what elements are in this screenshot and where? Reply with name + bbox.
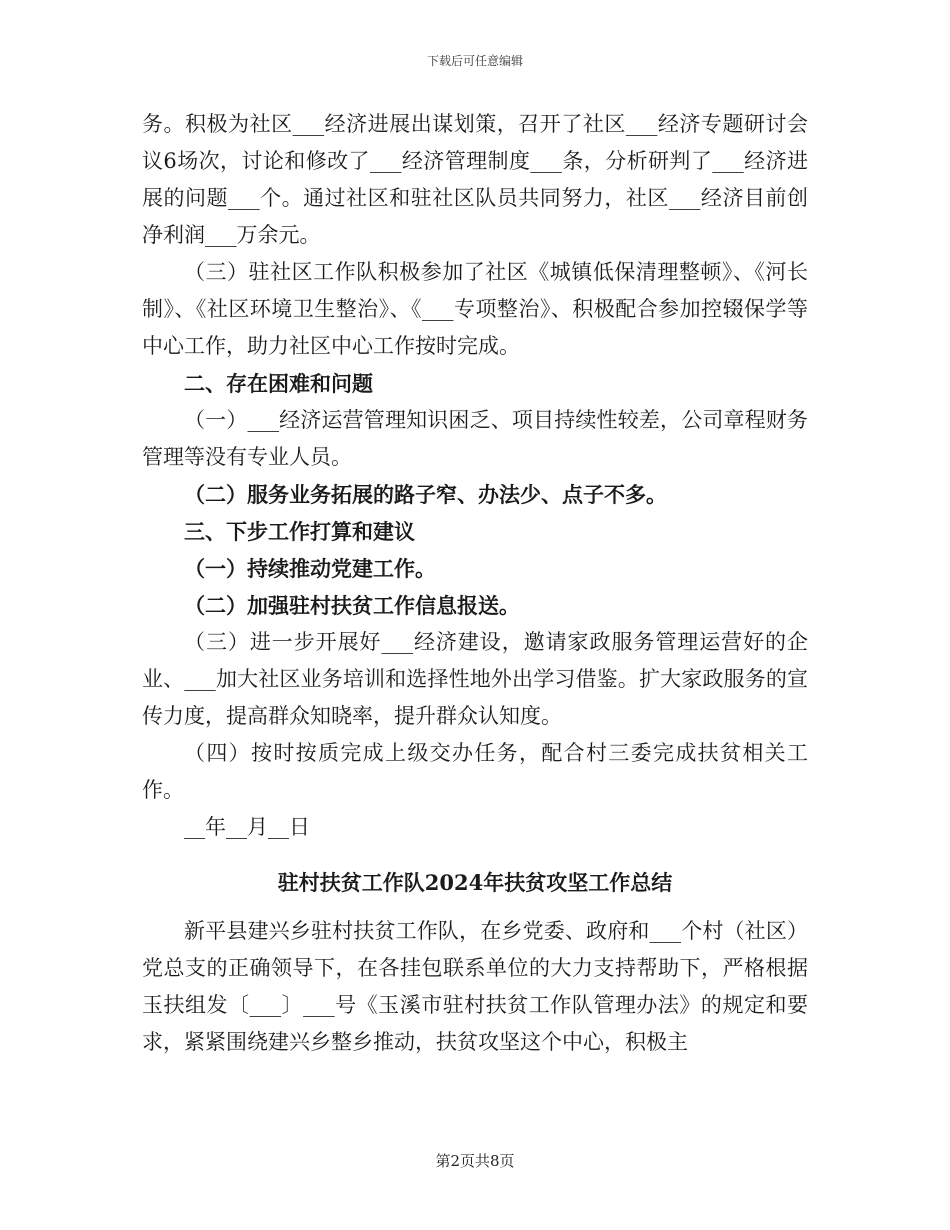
paragraph-2: （三）驻社区工作队积极参加了社区《城镇低保清理整顿》、《河长制》、《社区环境卫生整治》、《___专项整治》、积极配合参加控辍保学等中心工作，助力社区中心工作按时完成。	[142, 260, 808, 358]
article-title: 驻村扶贫工作队2024年扶贫攻坚工作总结	[277, 870, 673, 895]
paragraph-5: （一）持续推动党建工作。	[184, 556, 436, 581]
paragraph-3: （一）___经济运营管理知识困乏、项目持续性较差，公司章程财务管理等没有专业人员。	[142, 408, 808, 469]
header-note: 下载后可任意编辑	[426, 54, 523, 68]
paragraph-8: （四）按时按质完成上级交办任务，配合村三委完成扶贫相关工作。	[142, 741, 808, 802]
date-line: __年__月__日	[184, 815, 310, 839]
paragraph-9: 新平县建兴乡驻村扶贫工作队，在乡党委、政府和___个村（社区）党总支的正确领导下，在各挂包联系单位的大力支持帮助下，严格根据玉扶组发〔___〕___号《玉溪市驻村扶贫工作队管理办法》的规定和要求，紧紧围绕建兴乡整乡推动，扶贫攻坚这个中心，积极主	[142, 919, 808, 1054]
document-body	[142, 106, 808, 1061]
paragraph-4: （二）服务业务拓展的路子窄、办法少、点子不多。	[184, 482, 667, 507]
page-footer: 第2页共8页	[435, 1152, 515, 1170]
paragraph-6: （二）加强驻村扶贫工作信息报送。	[184, 593, 520, 618]
section-heading-2: 二、存在困难和问题	[184, 371, 373, 396]
section-heading-3: 三、下步工作打算和建议	[184, 519, 415, 544]
paragraph-7: （三）进一步开展好___经济建设，邀请家政服务管理运营好的企业、___加大社区业务培训和选择性地外出学习借鉴。扩大家政服务的宣传力度，提高群众知晓率，提升群众认知度。	[142, 630, 808, 728]
paragraph-1: 务。积极为社区___经济进展出谋划策，召开了社区___经济专题研讨会议6场次，讨论和修改了___经济管理制度___条，分析研判了___经济进展的问题___个。通过社区和驻社区队员共同努力，社区___经济目前创净利润___万余元。	[142, 112, 808, 247]
